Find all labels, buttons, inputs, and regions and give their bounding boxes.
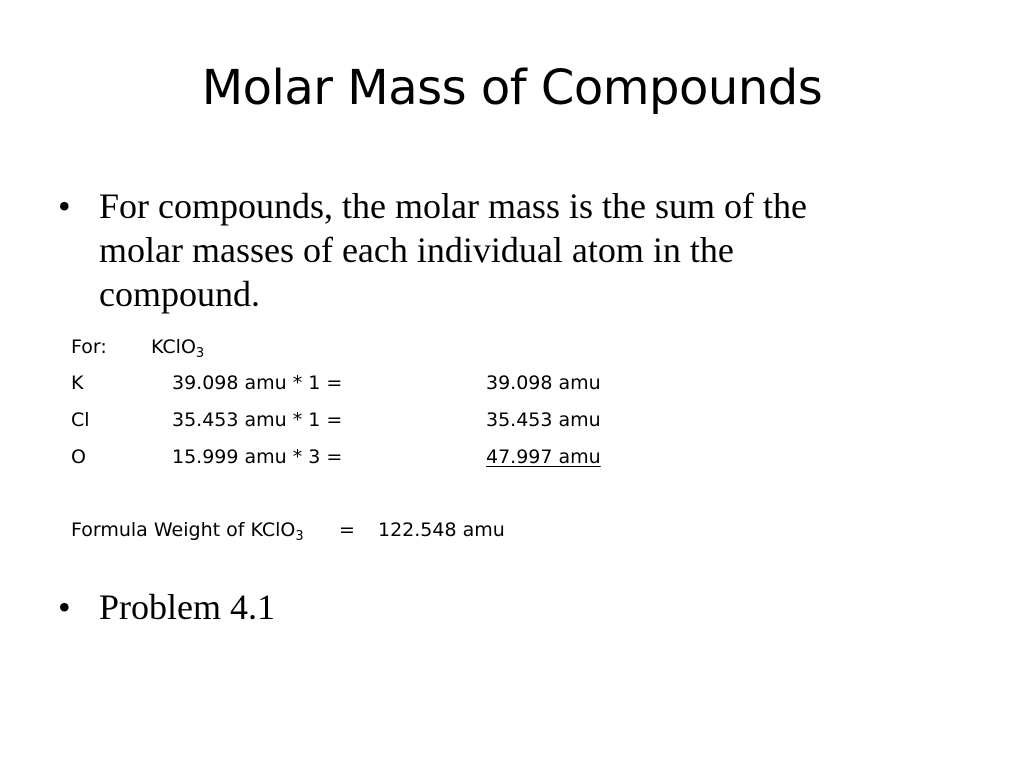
compound-formula-prefix: KClO xyxy=(151,336,196,358)
row-result-cl: 35.453 amu xyxy=(486,409,601,431)
bullet-definition xyxy=(58,184,918,324)
bullet-problem xyxy=(58,585,458,635)
formula-weight-value: 122.548 amu xyxy=(378,519,505,541)
formula-weight-prefix: Formula Weight of KClO xyxy=(71,519,296,541)
formula-weight-label xyxy=(71,518,304,542)
row-result-o: 47.997 amu xyxy=(486,446,601,468)
row-expression-k: 39.098 amu * 1 = xyxy=(172,372,343,394)
compound-formula-subscript: 3 xyxy=(195,346,205,361)
bullet-text: For compounds, the molar mass is the sum of the molar masses of each individual atom in the compound. xyxy=(99,186,807,314)
row-expression-cl: 35.453 amu * 1 = xyxy=(172,409,343,431)
row-expression-o: 15.999 amu * 3 = xyxy=(172,446,343,468)
bullet-text: Problem 4.1 xyxy=(99,587,275,627)
formula-weight-subscript: 3 xyxy=(295,529,304,544)
compound-formula xyxy=(151,335,204,359)
slide-title: Molar Mass of Compounds xyxy=(201,60,823,116)
formula-weight-equals: = xyxy=(339,519,355,541)
row-element-cl: Cl xyxy=(71,409,90,431)
row-element-o: O xyxy=(71,446,86,468)
row-element-k: K xyxy=(71,372,84,394)
row-result-k: 39.098 amu xyxy=(486,372,601,394)
bullet-marker: • xyxy=(58,186,71,226)
for-label: For: xyxy=(71,336,107,358)
bullet-marker: • xyxy=(58,587,71,627)
